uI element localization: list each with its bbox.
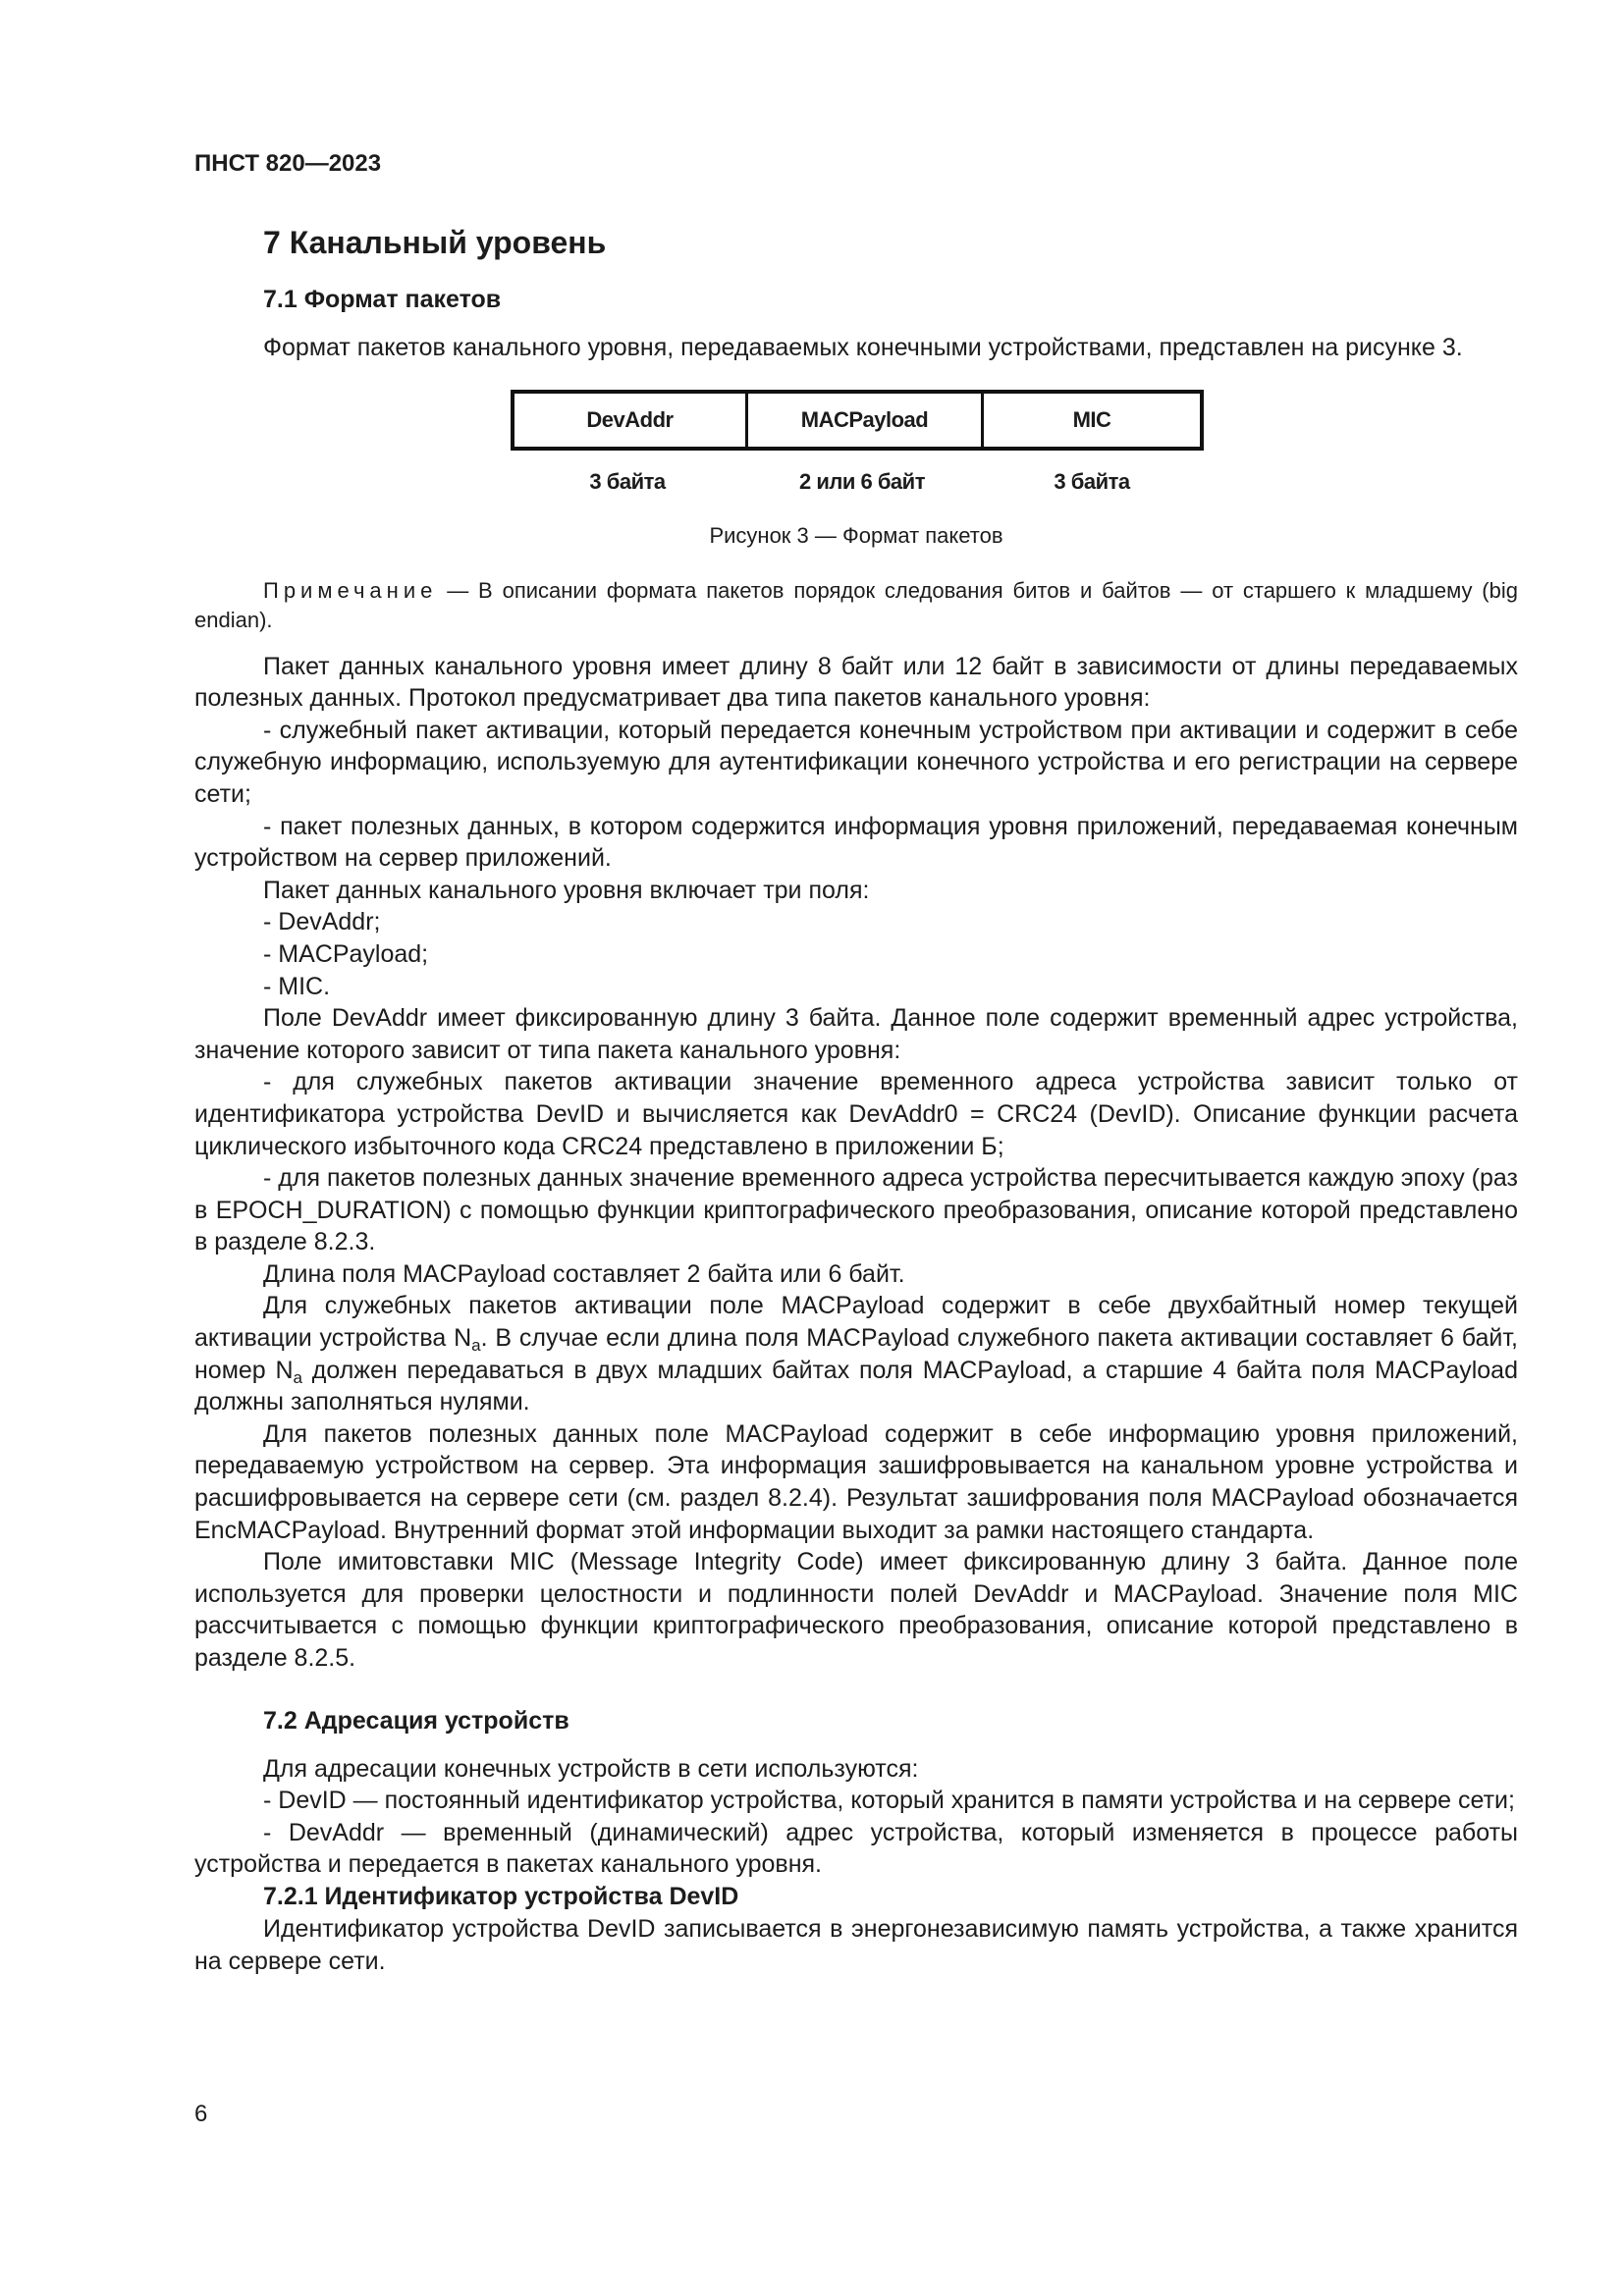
paragraph: Пакет данных канального уровня включает три поля: bbox=[263, 876, 870, 904]
paragraph: Поле DevAddr имеет фиксированную длину 3 байта. Данное поле содержит временный адрес устройства, значение которого зависит от типа пакета канального уровня: bbox=[194, 1004, 1518, 1064]
page-number: 6 bbox=[194, 2101, 208, 2127]
section-7-1-heading: 7.1 Формат пакетов bbox=[263, 286, 502, 313]
field-devaddr: DevAddr bbox=[514, 394, 748, 447]
list-item: - DevAddr; bbox=[263, 908, 381, 936]
list-item: - DevID — постоянный идентификатор устройства, который хранится в памяти устройства и на сервере сети; bbox=[263, 1787, 1515, 1815]
field-macpayload: MACPayload bbox=[748, 394, 984, 447]
section-7-2-heading: 7.2 Адресация устройств bbox=[263, 1706, 569, 1735]
list-item: - пакет полезных данных, в котором содержится информация уровня приложений, передаваемая конечным устройством на сервер приложений. bbox=[194, 812, 1518, 873]
list-item: - служебный пакет активации, который передается конечным устройством при активации и содержит в себе служебную информацию, используемую для аутентификации конечного устройства и его регистрации на сервере сети; bbox=[194, 716, 1518, 808]
field-mic: MIC bbox=[1072, 406, 1111, 432]
note-text: — В описании формата пакетов порядок следования битов и байтов — от старшего к младшему (big endian). bbox=[194, 577, 1518, 632]
field-sizes-row bbox=[511, 466, 1204, 498]
intro-paragraph: Формат пакетов канального уровня, передаваемых конечными устройствами, представлен на рисунке 3. bbox=[263, 334, 1463, 361]
text-part: должен передаваться в двух младших байтах поля MACPayload, а старшие 4 байта поля MACPayload должны заполняться нулями. bbox=[194, 1356, 1518, 1416]
paragraph: Поле имитовставки MIC (Message Integrity Code) имеет фиксированную длину 3 байта. Данное поле используется для проверки целостности и подлинности полей DevAddr и MACPayload. Значение поля MIC рассчитывается с помощью функции криптографического преобразования, описание которой представлено в разделе 8.2.5. bbox=[194, 1548, 1518, 1672]
figure-caption: Рисунок 3 — Формат пакетов bbox=[709, 522, 1003, 548]
list-item: - MACPayload; bbox=[263, 939, 429, 968]
text-part: Для служебных пакетов активации поле MACPayload содержит в себе двухбайтный номер текущей активации устройства N bbox=[194, 1292, 1518, 1353]
list-item: - MIC. bbox=[263, 972, 331, 1000]
list-item: - для служебных пакетов активации значение временного адреса устройства зависит только от идентификатора устройства DevID и вычисляется как DevAddr0 = CRC24 (DevID). Описание функции расчета циклического избыточного кода CRC24 представлено в приложении Б; bbox=[194, 1068, 1518, 1160]
note-label: Примечание bbox=[263, 577, 438, 603]
document-page bbox=[194, 147, 1518, 1977]
document-id: ПНСТ 820—2023 bbox=[194, 150, 382, 177]
text-part: . В случае если длина поля MACPayload служебного пакета активации составляет 6 байт, номер N bbox=[194, 1324, 1518, 1384]
size-devaddr: 3 байта bbox=[589, 468, 666, 494]
list-item: - DevAddr — временный (динамический) адрес устройства, который изменяется в процессе работы устройства и передается в пакетах канального уровня. bbox=[194, 1818, 1518, 1879]
paragraph: Для пакетов полезных данных поле MACPayload содержит в себе информацию уровня приложений, передаваемую устройством на сервер. Эта информация зашифровывается на канальном уровне устройства и расшифровывается на сервере сети (см. раздел 8.2.4). Результат зашифрования поля MACPayload обозначается EncMACPayload. Внутренний формат этой информации выходит за рамки настоящего стандарта. bbox=[194, 1419, 1518, 1544]
subscript: a bbox=[293, 1367, 302, 1387]
note bbox=[194, 576, 1518, 635]
subscript: a bbox=[471, 1336, 481, 1356]
size-mic: 3 байта bbox=[1054, 468, 1130, 494]
paragraph-activation-number bbox=[194, 1290, 1518, 1417]
list-item: - для пакетов полезных данных значение временного адреса устройства пересчитывается каждую эпоху (раз в EPOCH_DURATION) с помощью функции криптографического преобразования, описание которой представлено в разделе 8.2.3. bbox=[194, 1164, 1518, 1256]
paragraph: Идентификатор устройства DevID записывается в энергонезависимую память устройства, а также хранится на сервере сети. bbox=[194, 1914, 1518, 1975]
figure-3 bbox=[194, 390, 1518, 551]
paragraph: Пакет данных канального уровня имеет длину 8 байт или 12 байт в зависимости от длины передаваемых полезных данных. Протокол предусматривает два типа пакетов канального уровня: bbox=[194, 652, 1518, 713]
paragraph: Для адресации конечных устройств в сети используются: bbox=[263, 1754, 919, 1783]
section-7-2-1-heading: 7.2.1 Идентификатор устройства DevID bbox=[263, 1882, 739, 1910]
section-7-heading: 7 Канальный уровень bbox=[263, 225, 607, 260]
size-macpayload: 2 или 6 байт bbox=[799, 468, 925, 494]
packet-format-table bbox=[511, 390, 1204, 451]
paragraph: Длина поля MACPayload составляет 2 байта или 6 байт. bbox=[263, 1259, 905, 1288]
